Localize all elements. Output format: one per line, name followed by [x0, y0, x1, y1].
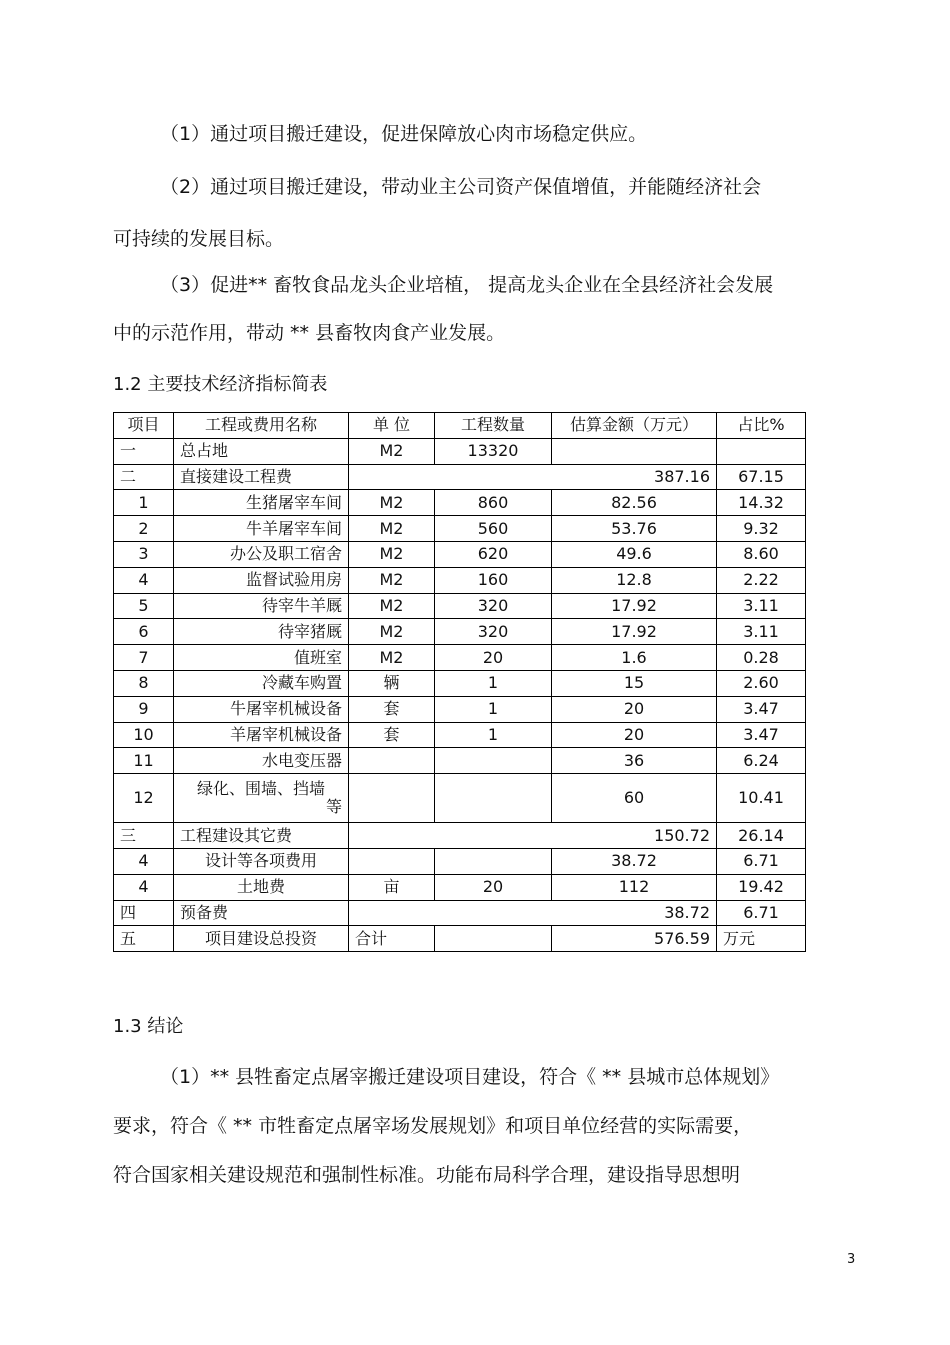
- section-heading-1-3: 1.3 结论: [113, 1016, 184, 1037]
- cell-qty: [435, 926, 552, 952]
- cell-amount: 15: [552, 670, 717, 696]
- cell-unit: 合计: [349, 926, 435, 952]
- cell-pct: 14.32: [717, 490, 806, 516]
- table-row: [114, 619, 806, 645]
- cell-amount: 150.72: [349, 823, 717, 849]
- page-number: 3: [847, 1252, 856, 1267]
- table-row: [114, 926, 806, 952]
- col-header-qty: 工程数量: [435, 413, 552, 439]
- cell-pct: 9.32: [717, 516, 806, 542]
- cell-pct: 2.22: [717, 567, 806, 593]
- cell-name: 预备费: [174, 900, 349, 926]
- cell-unit: M2: [349, 593, 435, 619]
- cell-unit: [349, 748, 435, 774]
- cell-unit: M2: [349, 516, 435, 542]
- table-row: [114, 748, 806, 774]
- cell-amount: 49.6: [552, 541, 717, 567]
- cell-qty: 20: [435, 874, 552, 900]
- cell-pct: 2.60: [717, 670, 806, 696]
- cell-amount: 387.16: [349, 464, 717, 490]
- cell-qty: 560: [435, 516, 552, 542]
- cell-name-line-1: 绿化、围墙、挡墙: [196, 779, 325, 799]
- cell-amount: 576.59: [552, 926, 717, 952]
- cell-no: 11: [114, 748, 174, 774]
- table-row: [114, 438, 806, 464]
- cell-no: 8: [114, 670, 174, 696]
- cell-pct: 8.60: [717, 541, 806, 567]
- cell-unit: M2: [349, 567, 435, 593]
- cell-pct: 6.71: [717, 900, 806, 926]
- cell-no: 12: [114, 774, 174, 823]
- cell-name: 总占地: [174, 438, 349, 464]
- cell-name: 值班室: [174, 645, 349, 671]
- cell-amount: [552, 438, 717, 464]
- conclusion-line-3: 符合国家相关建设规范和强制性标准。功能布局科学合理，建设指导思想明: [113, 1164, 741, 1186]
- cell-name: 待宰牛羊厩: [174, 593, 349, 619]
- table-row: [114, 722, 806, 748]
- cell-name: 冷藏车购置: [174, 670, 349, 696]
- cell-name: 监督试验用房: [174, 567, 349, 593]
- paragraph-3-line-2: 中的示范作用，带动 ** 县畜牧肉食产业发展。: [113, 322, 506, 344]
- cell-no: 3: [114, 541, 174, 567]
- cell-name: 土地费: [174, 874, 349, 900]
- cell-no: 5: [114, 593, 174, 619]
- cell-pct: 19.42: [717, 874, 806, 900]
- cell-no: 二: [114, 464, 174, 490]
- cell-no: 6: [114, 619, 174, 645]
- table-row: [114, 774, 806, 823]
- cell-name-line-2: 等: [325, 797, 342, 817]
- cell-qty: [435, 774, 552, 823]
- cell-amount: 53.76: [552, 516, 717, 542]
- cell-name: [174, 774, 349, 823]
- table-row: [114, 848, 806, 874]
- cell-no: 一: [114, 438, 174, 464]
- cell-name: 项目建设总投资: [174, 926, 349, 952]
- cell-qty: 320: [435, 593, 552, 619]
- cell-unit: 亩: [349, 874, 435, 900]
- col-header-pct: 占比%: [717, 413, 806, 439]
- cell-unit: M2: [349, 645, 435, 671]
- cell-no: 五: [114, 926, 174, 952]
- cell-pct: 67.15: [717, 464, 806, 490]
- table-row: [114, 593, 806, 619]
- cell-amount: 112: [552, 874, 717, 900]
- cell-name: 办公及职工宿舍: [174, 541, 349, 567]
- cell-name: 生猪屠宰车间: [174, 490, 349, 516]
- cell-amount: 17.92: [552, 593, 717, 619]
- cell-name: 直接建设工程费: [174, 464, 349, 490]
- cell-no: 三: [114, 823, 174, 849]
- cell-qty: 1: [435, 722, 552, 748]
- cell-pct: 6.24: [717, 748, 806, 774]
- cell-unit: M2: [349, 438, 435, 464]
- conclusion-line-2: 要求，符合《 ** 市牲畜定点屠宰场发展规划》和项目单位经营的实际需要，: [113, 1115, 753, 1137]
- cell-pct: 3.47: [717, 696, 806, 722]
- cell-pct: 0.28: [717, 645, 806, 671]
- cell-qty: [435, 848, 552, 874]
- cell-name: 设计等各项费用: [174, 848, 349, 874]
- cell-amount: 1.6: [552, 645, 717, 671]
- cell-amount: 38.72: [552, 848, 717, 874]
- cell-name: 牛屠宰机械设备: [174, 696, 349, 722]
- cell-unit: [349, 848, 435, 874]
- cell-amount: 82.56: [552, 490, 717, 516]
- cell-pct: 3.47: [717, 722, 806, 748]
- cell-qty: 860: [435, 490, 552, 516]
- cell-unit: 套: [349, 696, 435, 722]
- cell-qty: 1: [435, 670, 552, 696]
- paragraph-3-line-1: （3）促进** 畜牧食品龙头企业培植， 提高龙头企业在全县经济社会发展: [160, 274, 774, 296]
- table-row: [114, 823, 806, 849]
- table-row: [114, 541, 806, 567]
- table-row: [114, 464, 806, 490]
- cell-name: 羊屠宰机械设备: [174, 722, 349, 748]
- cell-pct: 万元: [717, 926, 806, 952]
- cell-name: 待宰猪厩: [174, 619, 349, 645]
- cell-qty: 320: [435, 619, 552, 645]
- paragraph-2-line-2: 可持续的发展目标。: [113, 228, 285, 250]
- cell-unit: M2: [349, 490, 435, 516]
- table-row: [114, 670, 806, 696]
- table-row: [114, 567, 806, 593]
- section-heading-1-2: 1.2 主要技术经济指标简表: [113, 374, 328, 395]
- cell-no: 4: [114, 848, 174, 874]
- cell-no: 4: [114, 874, 174, 900]
- cell-qty: 13320: [435, 438, 552, 464]
- cell-pct: 3.11: [717, 593, 806, 619]
- conclusion-line-1: （1）** 县牲畜定点屠宰搬迁建设项目建设，符合《 ** 县城市总体规划》: [160, 1066, 780, 1088]
- table-row: [114, 900, 806, 926]
- cell-unit: 辆: [349, 670, 435, 696]
- cell-amount: 17.92: [552, 619, 717, 645]
- cell-pct: 6.71: [717, 848, 806, 874]
- cell-no: 四: [114, 900, 174, 926]
- cell-qty: 160: [435, 567, 552, 593]
- table-row: [114, 490, 806, 516]
- cell-pct: 3.11: [717, 619, 806, 645]
- cell-qty: [435, 748, 552, 774]
- cell-amount: 36: [552, 748, 717, 774]
- cell-qty: 620: [435, 541, 552, 567]
- cell-name: 工程建设其它费: [174, 823, 349, 849]
- cell-pct: [717, 438, 806, 464]
- cell-qty: 20: [435, 645, 552, 671]
- cell-amount: 60: [552, 774, 717, 823]
- paragraph-2-line-1: （2）通过项目搬迁建设，带动业主公司资产保值增值，并能随经济社会: [160, 176, 762, 198]
- table-row: [114, 645, 806, 671]
- cell-amount: 20: [552, 722, 717, 748]
- col-header-amount: 估算金额（万元）: [552, 413, 717, 439]
- cell-name: 牛羊屠宰车间: [174, 516, 349, 542]
- col-header-unit: 单 位: [349, 413, 435, 439]
- table-row: [114, 696, 806, 722]
- cell-pct: 26.14: [717, 823, 806, 849]
- cell-no: 7: [114, 645, 174, 671]
- table-header-row: [114, 413, 806, 439]
- table-row: [114, 516, 806, 542]
- col-header-name: 工程或费用名称: [174, 413, 349, 439]
- cell-pct: 10.41: [717, 774, 806, 823]
- cell-no: 10: [114, 722, 174, 748]
- cell-unit: [349, 774, 435, 823]
- cell-no: 9: [114, 696, 174, 722]
- cell-no: 4: [114, 567, 174, 593]
- cell-no: 1: [114, 490, 174, 516]
- table-row: [114, 874, 806, 900]
- cell-amount: 20: [552, 696, 717, 722]
- cell-unit: M2: [349, 619, 435, 645]
- cell-no: 2: [114, 516, 174, 542]
- cell-qty: 1: [435, 696, 552, 722]
- cell-amount: 12.8: [552, 567, 717, 593]
- cell-unit: M2: [349, 541, 435, 567]
- cell-amount: 38.72: [349, 900, 717, 926]
- cell-unit: 套: [349, 722, 435, 748]
- col-header-no: 项目: [114, 413, 174, 439]
- cell-name: 水电变压器: [174, 748, 349, 774]
- indicator-table: [113, 412, 806, 952]
- paragraph-1: （1）通过项目搬迁建设，促进保障放心肉市场稳定供应。: [160, 123, 648, 145]
